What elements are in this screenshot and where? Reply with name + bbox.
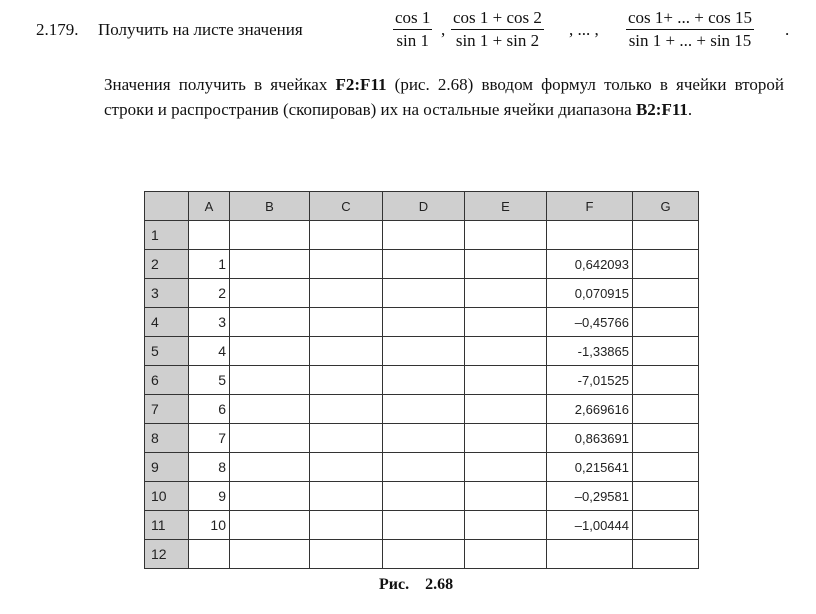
cell-f: 0,863691 [547,424,633,453]
fraction-2 [451,8,544,51]
cell-b [230,395,310,424]
problem-number: 2.179. [36,20,79,39]
cell-g [633,424,699,453]
cell-d [383,424,465,453]
cell-g [633,308,699,337]
row-header: 6 [145,366,189,395]
cell-g [633,337,699,366]
fraction-numerator: cos 1 + cos 2 [453,8,542,27]
cell-e [465,511,547,540]
cell-e [465,366,547,395]
cell-b [230,279,310,308]
cell-f: –0,45766 [547,308,633,337]
fraction-bar [393,29,432,30]
table-row [145,424,699,453]
row-header: 2 [145,250,189,279]
cell-a: 2 [189,279,230,308]
cell-d [383,453,465,482]
para-text-2: (рис. 2.68) вводом формул только в ячейки второй строки и распространив (скопировав) их на остальные ячейки диапазона [104,75,784,119]
cell-c [310,511,383,540]
separator-period: . [785,20,790,39]
fraction-numerator: cos 1 [395,8,431,27]
table-row [145,453,699,482]
cell-f [547,221,633,250]
cell-a: 10 [189,511,230,540]
cell-c [310,337,383,366]
cell-e [465,279,547,308]
cell-g [633,540,699,569]
table-row [145,482,699,511]
cell-a [189,540,230,569]
cell-e [465,453,547,482]
fraction-denominator: sin 1 + sin 2 [455,31,540,50]
cell-d [383,279,465,308]
cell-d [383,308,465,337]
cell-e [465,424,547,453]
row-header: 5 [145,337,189,366]
column-header: F [547,192,633,221]
cell-e [465,221,547,250]
fraction-denominator: sin 1 [396,31,429,50]
cell-f: 0,070915 [547,279,633,308]
cell-g [633,250,699,279]
column-header: E [465,192,547,221]
problem-text: Получить на листе значения [98,20,303,39]
cell-g [633,279,699,308]
fraction-denominator: sin 1 + ... + sin 15 [628,31,752,50]
cell-d [383,221,465,250]
cell-f [547,540,633,569]
cell-a: 8 [189,453,230,482]
cell-e [465,308,547,337]
cell-a: 5 [189,366,230,395]
para-text-3: . [687,100,693,119]
row-header: 11 [145,511,189,540]
fraction-bar [626,29,754,30]
figure-caption: Рис. 2.68 [379,576,454,593]
row-header: 10 [145,482,189,511]
cell-g [633,395,699,424]
cell-e [465,337,547,366]
cell-e [465,540,547,569]
range-f2-f11: F2:F11 [335,75,387,94]
corner-cell [145,192,189,221]
cell-b [230,482,310,511]
cell-f: –0,29581 [547,482,633,511]
cell-f: 0,215641 [547,453,633,482]
cell-d [383,366,465,395]
cell-a [189,221,230,250]
table-row [145,540,699,569]
cell-f: -7,01525 [547,366,633,395]
cell-a: 6 [189,395,230,424]
cell-e [465,395,547,424]
cell-d [383,395,465,424]
row-header: 3 [145,279,189,308]
cell-g [633,482,699,511]
cell-c [310,395,383,424]
table-row [145,511,699,540]
cell-c [310,250,383,279]
cell-d [383,337,465,366]
row-header: 9 [145,453,189,482]
cell-c [310,540,383,569]
column-header: G [633,192,699,221]
column-header: C [310,192,383,221]
cell-d [383,540,465,569]
cell-c [310,424,383,453]
table-row [145,366,699,395]
cell-c [310,279,383,308]
cell-a: 7 [189,424,230,453]
cell-g [633,453,699,482]
cell-b [230,308,310,337]
fraction-numerator: cos 1+ ... + cos 15 [628,8,752,27]
cell-a: 3 [189,308,230,337]
column-header: A [189,192,230,221]
column-header: D [383,192,465,221]
range-b2-f11: B2:F11 [635,100,688,119]
fraction-bar [451,29,544,30]
table-row [145,279,699,308]
row-header: 8 [145,424,189,453]
cell-b [230,540,310,569]
cell-c [310,453,383,482]
cell-g [633,221,699,250]
table-row [145,337,699,366]
cell-b [230,366,310,395]
fraction-3 [626,8,754,51]
separator-comma: , [441,20,446,39]
table-row [145,250,699,279]
cell-f: -1,33865 [547,337,633,366]
cell-f: 0,642093 [547,250,633,279]
cell-b [230,424,310,453]
cell-e [465,482,547,511]
spreadsheet-figure [144,191,699,569]
separator-ellipsis: , ... , [569,20,599,39]
para-text-1: Значения получить в ячейках [104,75,336,94]
cell-f: 2,669616 [547,395,633,424]
cell-b [230,453,310,482]
cell-f: –1,00444 [547,511,633,540]
cell-b [230,337,310,366]
instruction-paragraph [104,72,784,122]
cell-b [230,221,310,250]
cell-e [465,250,547,279]
column-header: B [230,192,310,221]
row-header: 1 [145,221,189,250]
table-row [145,308,699,337]
cell-c [310,221,383,250]
cell-c [310,366,383,395]
cell-a: 9 [189,482,230,511]
cell-b [230,511,310,540]
table-row [145,221,699,250]
column-header-row [145,192,699,221]
cell-c [310,482,383,511]
cell-b [230,250,310,279]
row-header: 12 [145,540,189,569]
row-header: 4 [145,308,189,337]
cell-c [310,308,383,337]
cell-a: 4 [189,337,230,366]
cell-d [383,250,465,279]
row-header: 7 [145,395,189,424]
cell-d [383,511,465,540]
cell-g [633,366,699,395]
cell-g [633,511,699,540]
fraction-1 [393,8,432,51]
cell-d [383,482,465,511]
table-row [145,395,699,424]
cell-a: 1 [189,250,230,279]
